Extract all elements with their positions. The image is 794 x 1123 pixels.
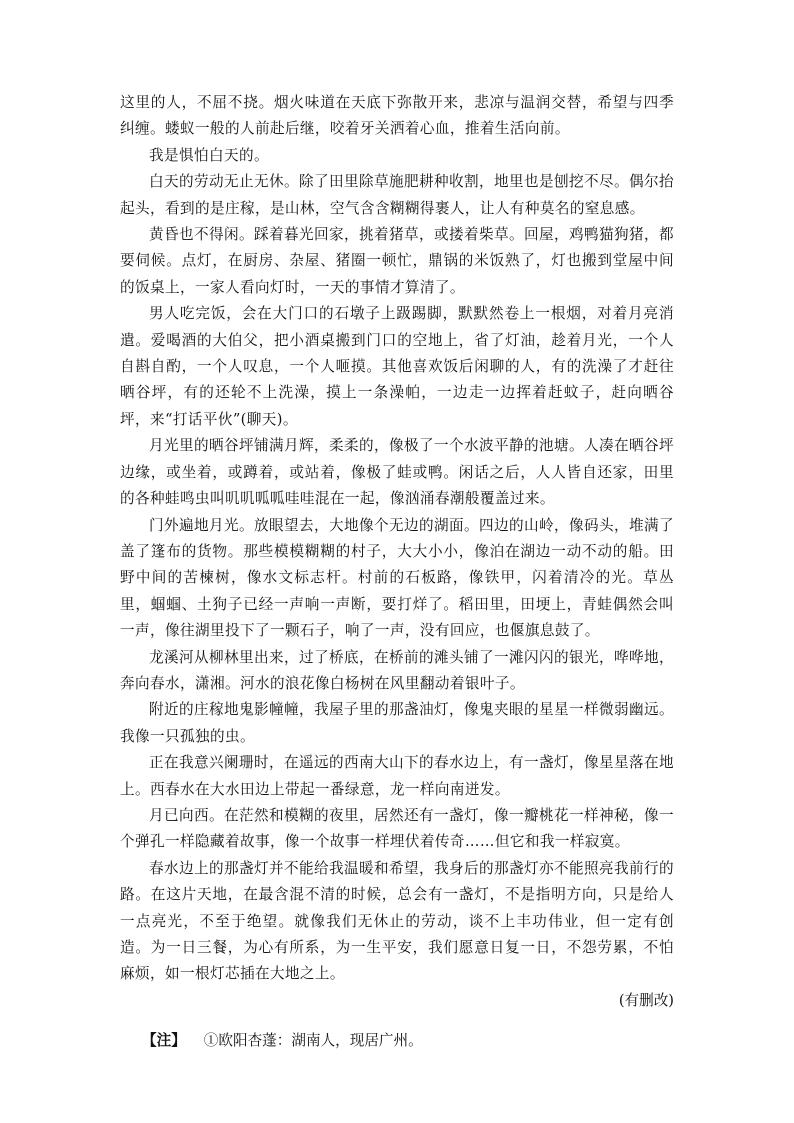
article-page — [120, 90, 674, 1055]
revision-credit: (有删改) — [618, 991, 674, 1009]
paragraph-7: 门外遍地月光。放眼望去，大地像个无边的湖面。四边的山岭，像码头，堆满了盖了篷布的货物。那些模模糊糊的村子，大大小小，像泊在湖边一动不动的船。田野中间的苦楝树，像水文标志杆。村前的石板路，像铁甲，闪着清冷的光。草丛里，蝈蝈、土狗子已经一声响一声断，要打烊了。稻田里，田埂上，青蛙偶然会叫一声，像往湖里投下了一颗石子，响了一声，没有回应，也偃旗息鼓了。 — [120, 516, 674, 640]
paragraph-8: 龙溪河从柳林里出来，过了桥底，在桥前的滩头铺了一滩闪闪的银光，哗哗地，奔向春水，潇湘。河水的浪花像白杨树在风里翻动着银叶子。 — [120, 648, 674, 692]
note-text: ①欧阳杏蓬：湖南人，现居广州。 — [203, 1032, 423, 1050]
paragraph-9: 附近的庄稼地鬼影幢幢，我屋子里的那盏油灯，像鬼夹眼的星星一样微弱幽远。我像一只孤独的虫。 — [120, 701, 674, 745]
paragraph-4: 黄昏也不得闲。踩着暮光回家，挑着猪草，或搂着柴草。回屋，鸡鸭猫狗猪，都要伺候。点灯，在厨房、杂屋、猪圈一顿忙，鼎锅的米饭熟了，灯也搬到堂屋中间的饭桌上，一家人看向灯时，一天的事情才算清了。 — [120, 226, 674, 296]
paragraph-10: 正在我意兴阑珊时，在遥远的西南大山下的春水边上，有一盏灯，像星星落在地上。西春水在大水田边上带起一番绿意，龙一样向南迸发。 — [120, 754, 674, 798]
note-label: 【注】 — [142, 1032, 186, 1050]
paragraph-5: 男人吃完饭，会在大门口的石墩子上趿踢脚，默默然卷上一根烟，对着月亮消遣。爱喝酒的大伯父，把小酒桌搬到门口的空地上，省了灯油，趁着月光，一个人自斟自酌，一个人叹息，一个人咂摸。其他喜欢饭后闲聊的人，有的洗澡了才赶往晒谷坪，有的还轮不上洗澡，摸上一条澡帕，一边走一边挥着赶蚊子，赶向晒谷坪，来“打话平伙”(聊天)。 — [120, 305, 674, 428]
paragraph-2: 我是惧怕白天的。 — [149, 146, 269, 164]
paragraph-1: 这里的人，不屈不挠。烟火味道在天底下弥散开来，悲凉与温润交替，希望与四季纠缠。蝼蚁一般的人前赴后继，咬着牙关洒着心血，推着生活向前。 — [120, 94, 674, 138]
author-note — [120, 1028, 674, 1054]
paragraph-3: 白天的劳动无止无休。除了田里除草施肥耕种收割，地里也是刨挖不尽。偶尔抬起头，看到的是庄稼，是山林，空气含含糊糊得裹人，让人有种莫名的窒息感。 — [120, 173, 674, 217]
paragraph-6: 月光里的晒谷坪铺满月辉，柔柔的，像极了一个水波平静的池塘。人凑在晒谷坪边缘，或坐着，或蹲着，或站着，像极了蛙或鸭。闲话之后，人人皆自还家，田里的各种蛙鸣虫叫叽叽呱呱哇哇混在一起，像汹涌春潮般覆盖过来。 — [120, 437, 674, 508]
paragraph-12: 春水边上的那盏灯并不能给我温暖和希望，我身后的那盏灯亦不能照亮我前行的路。在这片天地，在最含混不清的时候，总会有一盏灯，不是指明方向，只是给人一点亮光，不至于绝望。就像我们无休止的劳动，谈不上丰功伟业，但一定有创造。为一日三餐，为心有所系，为一生平安，我们愿意日复一日，不怨劳累，不怕麻烦，如一根灯芯插在大地之上。 — [120, 859, 674, 983]
paragraph-11: 月已向西。在茫然和模糊的夜里，居然还有一盏灯，像一瓣桃花一样神秘，像一个弹孔一样隐藏着故事，像一个故事一样埋伏着传奇……但它和我一样寂寞。 — [120, 806, 674, 851]
